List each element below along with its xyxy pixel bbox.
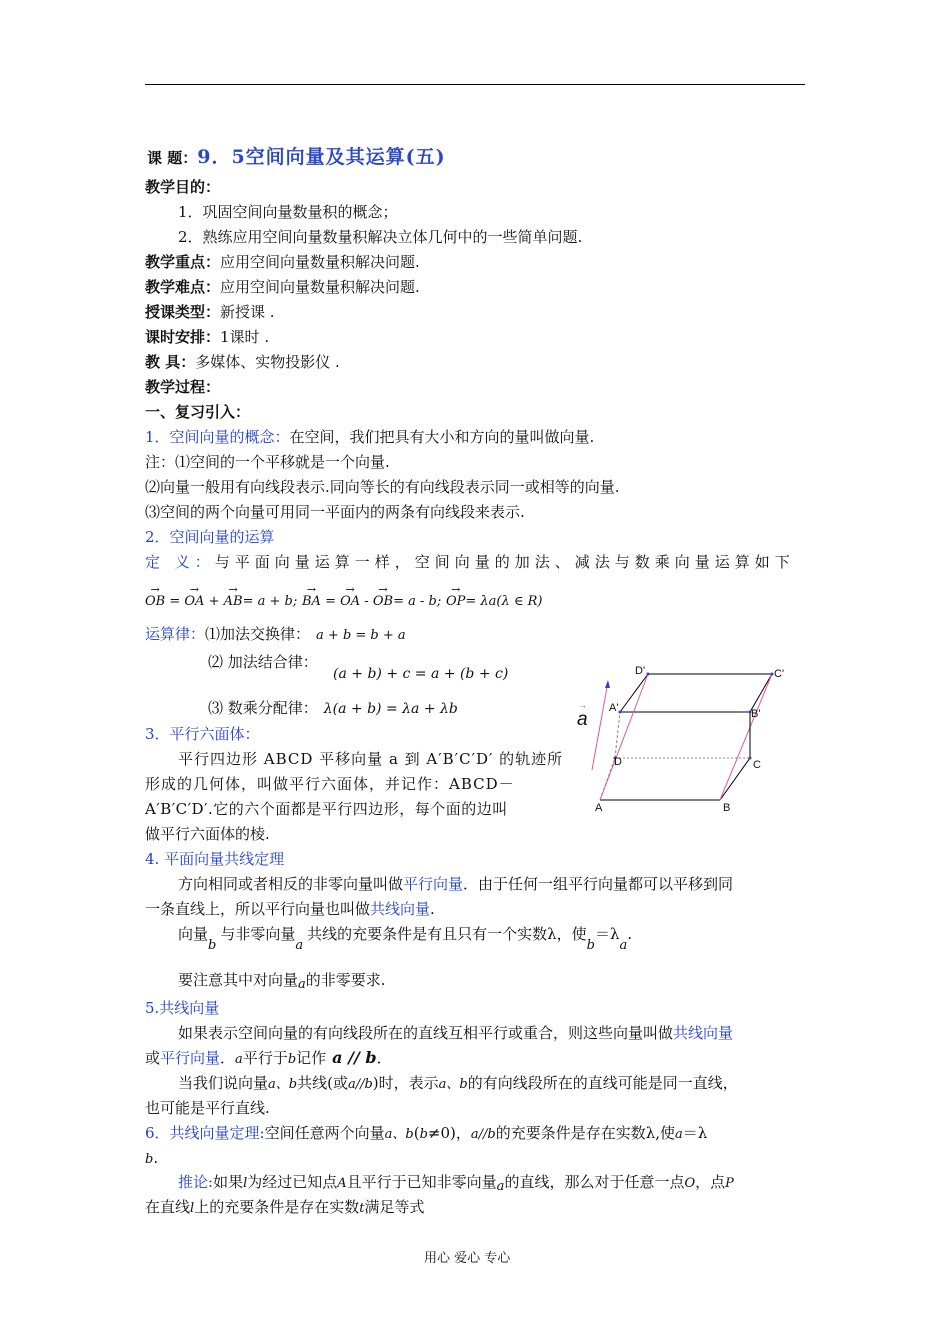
text: 一条直线上，所以平行向量也叫做 <box>145 900 371 918</box>
symbol-b: b <box>419 1127 428 1142</box>
vector-oa: → OA <box>340 592 360 612</box>
vector-ba: → BA <box>302 592 321 612</box>
symbol-b: b <box>287 1052 297 1067</box>
symbol-a: a <box>298 977 306 992</box>
formula-row: → OB = → OA + → AB= a + b; → BA = → OA - → OB= a - b; → OP= λa(λ ∈ R) <box>145 590 542 612</box>
course-label: 课 题： <box>147 149 198 167</box>
header-rule <box>145 84 805 85</box>
svg-text:→: → <box>578 700 587 710</box>
text: ＝λ <box>594 925 620 943</box>
text: 平行于 <box>242 1049 288 1067</box>
collinear-vector-theorem-line <box>145 1148 158 1170</box>
collinear-theorem-line <box>145 899 435 919</box>
symbol-point-o: O <box>684 1176 696 1191</box>
meta-label: 教学难点： <box>145 278 221 296</box>
text: ，点 <box>695 1173 726 1191</box>
symbol-l: l <box>190 1201 195 1216</box>
meta-value: 应用空间向量数量积解决问题. <box>220 253 420 271</box>
symbol-a-parallel-b: a//b <box>347 1077 373 1092</box>
parallelepiped-label: 3．平行六面体： <box>145 725 260 743</box>
meta-row-focus <box>145 252 420 272</box>
collinear-theorem-line <box>178 874 733 894</box>
symbol-a-b: a、b <box>438 1077 468 1092</box>
symbol-a: a <box>235 1052 243 1067</box>
edge-aa1 <box>600 674 648 800</box>
symbol-a: a <box>496 1179 505 1194</box>
figure-vertex-c: C <box>753 759 761 771</box>
collinear-vector-theorem-line <box>145 1123 707 1145</box>
text: 共线(或 <box>297 1074 348 1092</box>
meta-row-tools <box>145 352 340 372</box>
operations-label: 2．空间向量的运算 <box>145 528 275 546</box>
text: ． <box>220 1049 236 1067</box>
symbol-point-p: P <box>725 1176 734 1191</box>
text: ＝λ <box>682 1124 708 1142</box>
vector-ab: → AB <box>224 592 243 612</box>
collinear-vectors-line <box>145 1048 392 1070</box>
term-parallel-vector: 平行向量 <box>403 875 464 893</box>
theorem-label: 6．共线向量定理: <box>145 1124 265 1142</box>
text: 如果 <box>213 1173 244 1191</box>
text: 与非零向量 <box>220 925 296 943</box>
text: 上的充要条件是存在实数 <box>194 1198 360 1216</box>
text: 空间任意两个向量 <box>264 1124 385 1142</box>
meta-value: 多媒体、实物投影仪 . <box>195 353 340 371</box>
vector-oa: → OA <box>184 592 204 612</box>
term-collinear-vector: 共线向量 <box>673 1024 734 1042</box>
text: 在直线 <box>145 1198 191 1216</box>
concept-note: 注：⑴空间的一个平移就是一个向量. <box>145 453 390 471</box>
text: 的充要条件是存在实数λ,使 <box>495 1124 675 1142</box>
law-formula: λ(a + b) = λa + λb <box>323 701 458 717</box>
meta-row-type <box>145 302 275 322</box>
symbol-a: a <box>295 938 304 953</box>
figure-vertex-d: D <box>614 756 622 768</box>
page-footer: 用心 爱心 专心 <box>424 1251 511 1266</box>
meta-value: 1课时 . <box>220 328 270 346</box>
corollary-line <box>145 1197 424 1219</box>
symbol-a-b: a、b <box>268 1077 298 1092</box>
definition-label: 定 义： <box>145 553 215 571</box>
term-collinear-vector: 共线向量 <box>370 900 431 918</box>
symbol-point-a: A <box>337 1176 347 1191</box>
figure-vector-a-label: a <box>577 709 588 730</box>
section-review: 一、复习引入： <box>145 403 251 421</box>
meta-label: 教 具： <box>145 353 196 371</box>
concept-text: 在空间，我们把具有大小和方向的量叫做向量. <box>289 428 595 446</box>
text: 如果表示空间向量的有向线段所在的直线互相平行或重合，则这些向量叫做 <box>178 1024 674 1042</box>
formula-rhs: = a - b <box>393 594 437 609</box>
corollary-label: 推论: <box>178 1173 214 1191</box>
concept-label: 1．空间向量的概念： <box>145 428 290 446</box>
meta-label: 授课类型： <box>145 303 221 321</box>
process-heading: 教学过程： <box>145 378 221 396</box>
text: 要注意其中对向量 <box>178 971 299 989</box>
collinear-vectors-line <box>178 1073 738 1095</box>
meta-value: 新授课 . <box>220 303 275 321</box>
law-row-1 <box>145 624 406 646</box>
figure-vertex-a1: A' <box>609 702 619 714</box>
edge-bb1 <box>720 674 772 800</box>
collinear-theorem-line <box>178 970 386 992</box>
objectives-heading: 教学目的： <box>145 178 221 196</box>
objective-item: 1．巩固空间向量数量积的概念； <box>178 203 398 221</box>
text: 记作 <box>296 1049 327 1067</box>
figure-vertex-a: A <box>595 802 603 814</box>
vector-ob: → OB <box>373 592 393 612</box>
law-text: ⑴加法交换律： <box>205 625 311 643</box>
collinear-vectors-line <box>178 1023 733 1043</box>
symbol-a-parallel-b: a//b <box>470 1127 496 1142</box>
objective-item: 2．熟练应用空间向量数量积解决立体几何中的一些简单问题. <box>178 228 583 246</box>
laws-label: 运算律： <box>145 625 206 643</box>
meta-row-hours <box>145 327 269 347</box>
law-text: ⑶ 数乘分配律： <box>208 699 318 717</box>
text: 方向相同或者相反的非零向量叫做 <box>178 875 404 893</box>
meta-row-difficulty <box>145 277 420 297</box>
collinear-theorem-label: 4. 平面向量共线定理 <box>145 850 285 868</box>
parallelepiped-text: 形成的几何体，叫做平行六面体，并记作：ABCD－ <box>145 775 515 793</box>
parallelepiped-text: A′B′C′D′.它的六个面都是平行四边形，每个面的边叫 <box>145 800 508 818</box>
corollary-line <box>178 1172 734 1194</box>
collinear-vectors-label: 5.共线向量 <box>145 999 220 1017</box>
figure-vertex-c1: C' <box>774 668 785 680</box>
definition-text: 与平面向量运算一样，空间向量的加法、减法与数乘向量运算如下 <box>214 553 795 571</box>
text: 共线的充要条件是有且只有一个实数λ，使 <box>307 925 587 943</box>
parallelepiped-text: 平行四边形 ABCD 平移向量 a 到 A′B′C′D′ 的轨迹所 <box>178 750 564 768</box>
text: 当我们说向量 <box>178 1074 269 1092</box>
figure-vertex-d1: D' <box>635 665 646 677</box>
term-parallel-vector: 平行向量 <box>160 1049 221 1067</box>
collinear-theorem-line <box>178 924 633 953</box>
formula-a-parallel-b: a // b <box>332 1048 377 1067</box>
figure-vertex-b: B <box>723 802 731 814</box>
law-text: ⑵ 加法结合律： <box>208 653 318 671</box>
text: . <box>627 925 633 943</box>
text: ( <box>413 1124 420 1142</box>
text: 向量 <box>178 925 209 943</box>
symbol-l: l <box>243 1176 248 1191</box>
course-title-line <box>147 145 446 170</box>
text: ．由于任何一组平行向量都可以平移到同 <box>463 875 734 893</box>
text: )时，表示 <box>372 1074 439 1092</box>
symbol-b: b <box>208 938 217 953</box>
formula-rhs: = λa(λ ∈ R) <box>465 594 543 609</box>
text: 且平行于已知非零向量 <box>346 1173 497 1191</box>
text: 的非零要求. <box>305 971 386 989</box>
text: 的有向线段所在的直线可能是同一直线， <box>467 1074 738 1092</box>
symbol-a: a <box>674 1127 683 1142</box>
meta-label: 课时安排： <box>145 328 221 346</box>
text: 为经过已知点 <box>247 1173 338 1191</box>
text: 满足等式 <box>364 1198 425 1216</box>
concept-note: ⑶空间的两个向量可用同一平面内的两条有向线段来表示. <box>145 503 525 521</box>
text: . <box>153 1149 159 1167</box>
law-formula: (a + b) + c = a + (b + c) <box>333 666 509 682</box>
formula-rhs: = a + b <box>242 594 293 609</box>
text: 的直线，那么对于任意一点 <box>504 1173 685 1191</box>
vector-ob: → OB <box>145 592 165 612</box>
parallelepiped-figure <box>570 660 800 820</box>
figure-vertex-b1: B' <box>751 708 761 720</box>
symbol-b: b <box>145 1152 154 1167</box>
text: ≠0)， <box>427 1124 471 1142</box>
concept-line <box>145 427 594 447</box>
text: 或 <box>145 1049 161 1067</box>
symbol-b: b <box>586 938 595 953</box>
symbol-a-b: a、b <box>384 1127 414 1142</box>
definition-line <box>145 552 795 572</box>
meta-value: 应用空间向量数量积解决问题. <box>220 278 420 296</box>
meta-label: 教学重点： <box>145 253 221 271</box>
text: ． <box>376 1049 392 1067</box>
symbol-t: t <box>359 1201 365 1216</box>
course-title: 9．5空间向量及其运算(五) <box>197 146 446 168</box>
law-row-2 <box>208 652 318 672</box>
collinear-vectors-line: 也可能是平行直线. <box>145 1099 270 1117</box>
parallelepiped-text: 做平行六面体的棱. <box>145 825 270 843</box>
text: . <box>430 900 435 918</box>
vector-op: → OP <box>446 592 465 612</box>
concept-note: ⑵向量一般用有向线段表示.同向等长的有向线段表示同一或相等的向量. <box>145 478 620 496</box>
vector-a-arrowhead <box>605 680 610 688</box>
law-formula: a + b = b + a <box>316 628 406 643</box>
law-row-3 <box>208 698 458 719</box>
symbol-a: a <box>619 938 628 953</box>
vector-a-arrow <box>592 682 608 770</box>
